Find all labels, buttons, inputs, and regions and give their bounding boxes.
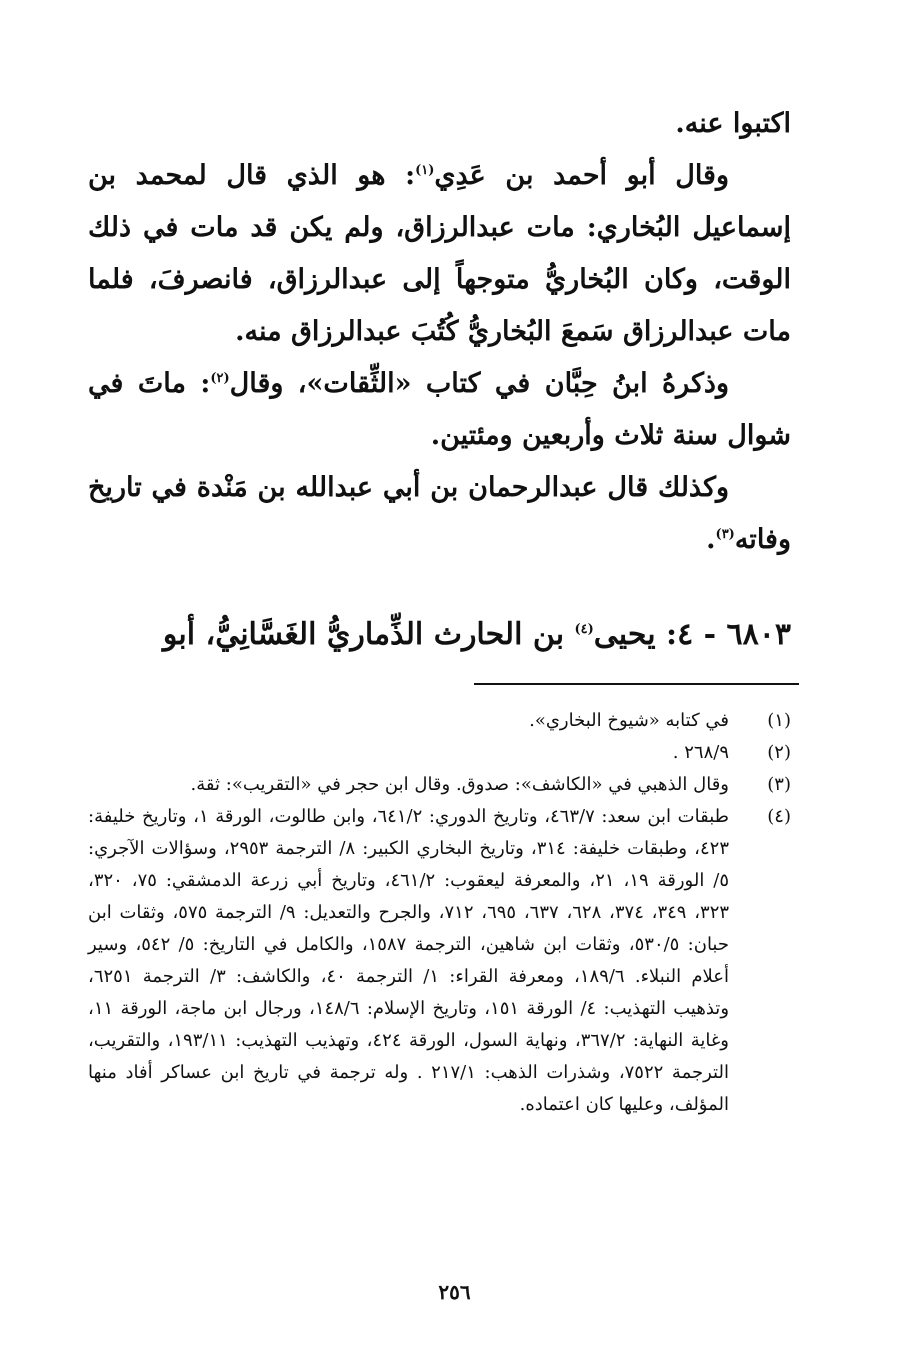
footnote-text: ٢٦٨/٩ .: [672, 742, 729, 763]
footnotes: [88, 705, 791, 1121]
footnote-item: [88, 769, 791, 801]
footnote-item: [88, 737, 791, 769]
paragraph-2: وقال أبو أحمد بن عَدِي$^{(١)}$: هو الذي قال لمحمد بن إسماعيل البُخاري: مات عبدالرزاق، ولم يكن قد مات في ذلك الوقت، وكان البُخاريُّ متوجهاً إلى عبدالرزاق، فانصرفَ، فلما مات عبدالرزاق سَمعَ البُخاريُّ كُتُبَ عبدالرزاق منه.: [88, 160, 791, 347]
footnote-text: وقال الذهبي في «الكاشف»: صدوق. وقال ابن حجر في «التقريب»: ثقة.: [190, 774, 729, 795]
footnote-number: (٤): [767, 806, 791, 827]
footnote-divider: [474, 683, 799, 685]
footnote-number: (٢): [767, 742, 791, 763]
footnote-ref: (٣): [715, 527, 735, 542]
footnote-ref: (١): [415, 163, 435, 178]
footnote-number: (٣): [767, 774, 791, 795]
page-number: ٢٥٦: [438, 1280, 471, 1304]
paragraph-3: وذكرهُ ابنُ حِبَّان في كتاب «الثِّقات»، وقال$^{(٢)}$: ماتَ في شوال سنة ثلاث وأربعين ومئتين.: [88, 368, 791, 451]
footnote-ref: (٢): [210, 371, 230, 386]
footnote-number: (١): [767, 710, 791, 731]
main-text: [88, 98, 791, 566]
footnote-item: [88, 801, 791, 1121]
footnote-ref: (٤): [574, 622, 594, 637]
paragraph-1: اكتبوا عنه.: [675, 108, 791, 139]
footnote-text: في كتابه «شيوخ البخاري».: [529, 710, 729, 731]
footnote-item: [88, 705, 791, 737]
footnote-text: طبقات ابن سعد: ٤٦٣/٧، وتاريخ الدوري: ٦٤١/٢، وابن طالوت، الورقة ١، وتاريخ خليفة: ٤٢٣، وطبقات خليفة: ٣١٤، وتاريخ البخاري الكبير: ٨/ الترجمة ٢٩٥٣، وسؤالات الآجري: ٥/ الورقة ١٩، ٢١، والمعرفة ليعقوب: ٤٦١/٢، وتاريخ أبي زرعة الدمشقي: ٧٥، ٣٢٠، ٣٢٣، ٣٤٩، ٣٧٤، ٦٢٨، ٦٣٧، ٦٩٥، ٧١٢، والجرح والتعديل: ٩/ الترجمة ٥٧٥، وثقات ابن حبان: ٥٣٠/٥، وثقات ابن شاهين، الترجمة ١٥٨٧، والكامل في التاريخ: ٥/ ٥٤٢، وسير أعلام النبلاء. ١٨٩/٦، ومعرفة القراء: ١/ الترجمة ٤٠، والكاشف: ٣/ الترجمة ٦٢٥١، وتذهيب التهذيب: ٤/ الورقة ١٥١، وتاريخ الإسلام: ١٤٨/٦، ورجال ابن ماجة، الورقة ١١، وغاية النهاية: ٣٦٧/٢، ونهاية السول، الورقة ٤٢٤، وتهذيب التهذيب: ١٩٣/١١، والتقريب، الترجمة ٧٥٢٢، وشذرات الذهب: ٢١٧/١ . وله ترجمة في تاريخ ابن عساكر أفاد منها المؤلف، وعليها كان اعتماده.: [88, 806, 730, 1115]
paragraph-4: وكذلك قال عبدالرحمان بن أبي عبدالله بن مَنْدة في تاريخ وفاته$^{(٣)}$.: [88, 472, 791, 555]
entry-heading: ٦٨٠٣ - ٤: يحيى$^{(٤)}$ بن الحارث الذِّماريُّ الغَسَّانِيُّ، أبو: [162, 617, 791, 652]
